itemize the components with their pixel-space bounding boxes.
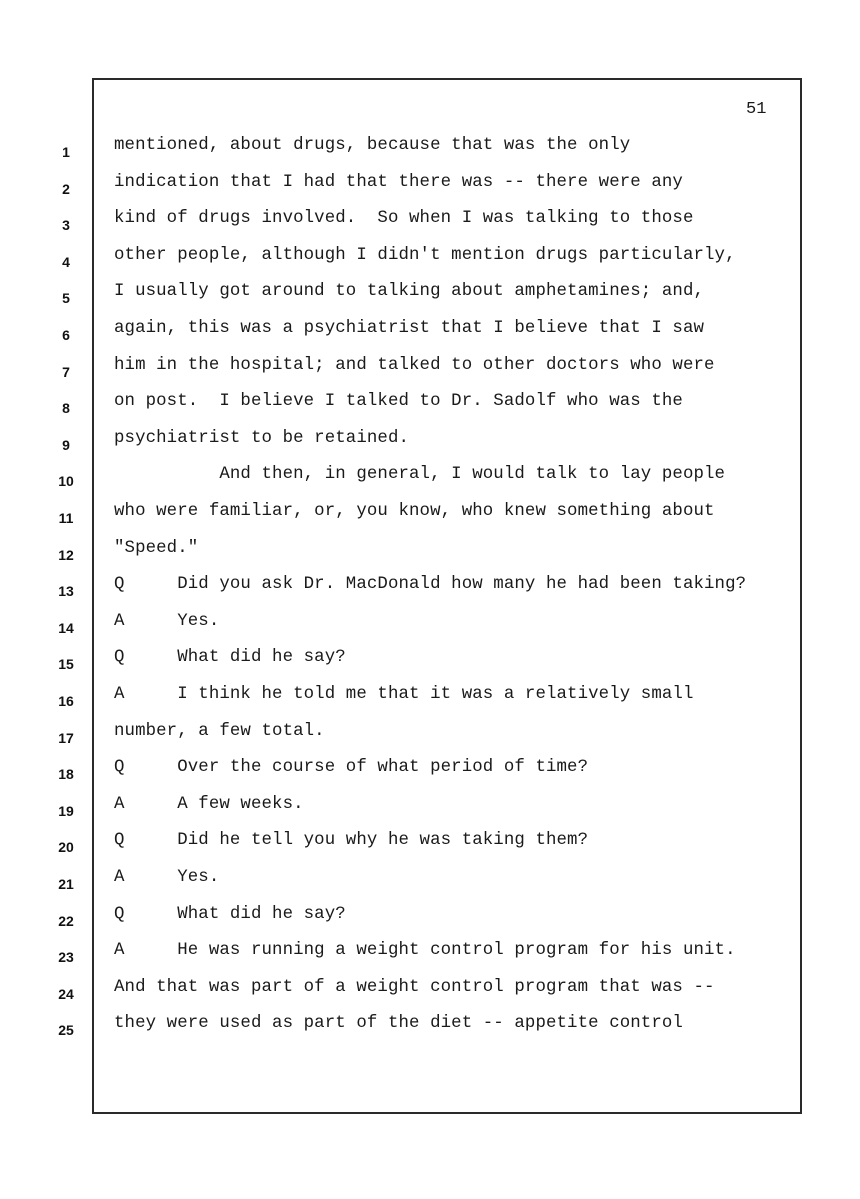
transcript-line: A He was running a weight control program for his unit.	[114, 941, 736, 961]
line-number: 13	[58, 583, 74, 600]
line-number: 10	[58, 473, 74, 490]
line-number: 14	[58, 619, 74, 636]
transcript-line: indication that I had that there was -- there were any	[114, 172, 683, 192]
transcript-line: A Yes.	[114, 611, 220, 631]
transcript-line: Q Over the course of what period of time?	[114, 758, 589, 778]
line-number: 24	[58, 985, 74, 1002]
transcript-line: Q Did you ask Dr. MacDonald how many he had been taking?	[114, 575, 747, 595]
transcript-line: Q What did he say?	[114, 904, 346, 924]
line-number: 21	[58, 876, 74, 892]
line-number: 6	[62, 327, 70, 343]
line-number: 8	[62, 400, 70, 417]
transcript-line: they were used as part of the diet -- appetite control	[114, 1014, 683, 1034]
transcript-line: "Speed."	[114, 538, 199, 558]
line-number: 11	[58, 510, 74, 526]
transcript-line: I usually got around to talking about amphetamines; and,	[114, 282, 705, 302]
transcript-line: And that was part of a weight control program that was --	[114, 977, 715, 997]
line-number: 15	[58, 656, 74, 673]
line-number: 19	[58, 802, 74, 819]
line-number: 4	[62, 253, 70, 270]
transcript-line: A Yes.	[114, 868, 220, 887]
line-number: 7	[62, 363, 70, 380]
line-number: 25	[58, 1022, 74, 1039]
transcript-line: And then, in general, I would talk to lay people	[114, 465, 726, 485]
line-number: 12	[58, 546, 74, 563]
transcript-line: mentioned, about drugs, because that was the only	[114, 136, 631, 155]
line-number: 17	[58, 729, 74, 746]
transcript-line: Q What did he say?	[114, 648, 346, 668]
transcript-line: number, a few total.	[114, 721, 325, 741]
transcript-line: who were familiar, or, you know, who knew something about	[114, 502, 715, 521]
transcript-line: psychiatrist to be retained.	[114, 428, 410, 448]
transcript-line: Q Did he tell you why he was taking them?	[114, 831, 589, 851]
transcript-line: on post. I believe I talked to Dr. Sadolf who was the	[114, 392, 683, 412]
line-number: 9	[62, 436, 70, 453]
line-number: 18	[58, 766, 74, 783]
transcript-line: A A few weeks.	[114, 794, 304, 814]
line-number: 23	[58, 949, 74, 966]
transcript-line: other people, although I didn't mention drugs particularly,	[114, 245, 736, 265]
transcript-line: A I think he told me that it was a relatively small	[114, 685, 694, 704]
transcript-line: him in the hospital; and talked to other doctors who were	[114, 355, 715, 375]
transcript-line: again, this was a psychiatrist that I believe that I saw	[114, 319, 705, 338]
transcript-line: kind of drugs involved. So when I was talking to those	[114, 209, 694, 229]
line-number: 3	[62, 217, 70, 234]
page-number: 51	[746, 100, 767, 119]
line-number: 1	[62, 144, 70, 160]
line-number: 2	[62, 180, 70, 197]
line-number: 5	[62, 290, 70, 307]
line-number: 20	[58, 839, 74, 856]
line-number: 22	[58, 912, 74, 929]
line-number: 16	[58, 693, 74, 709]
